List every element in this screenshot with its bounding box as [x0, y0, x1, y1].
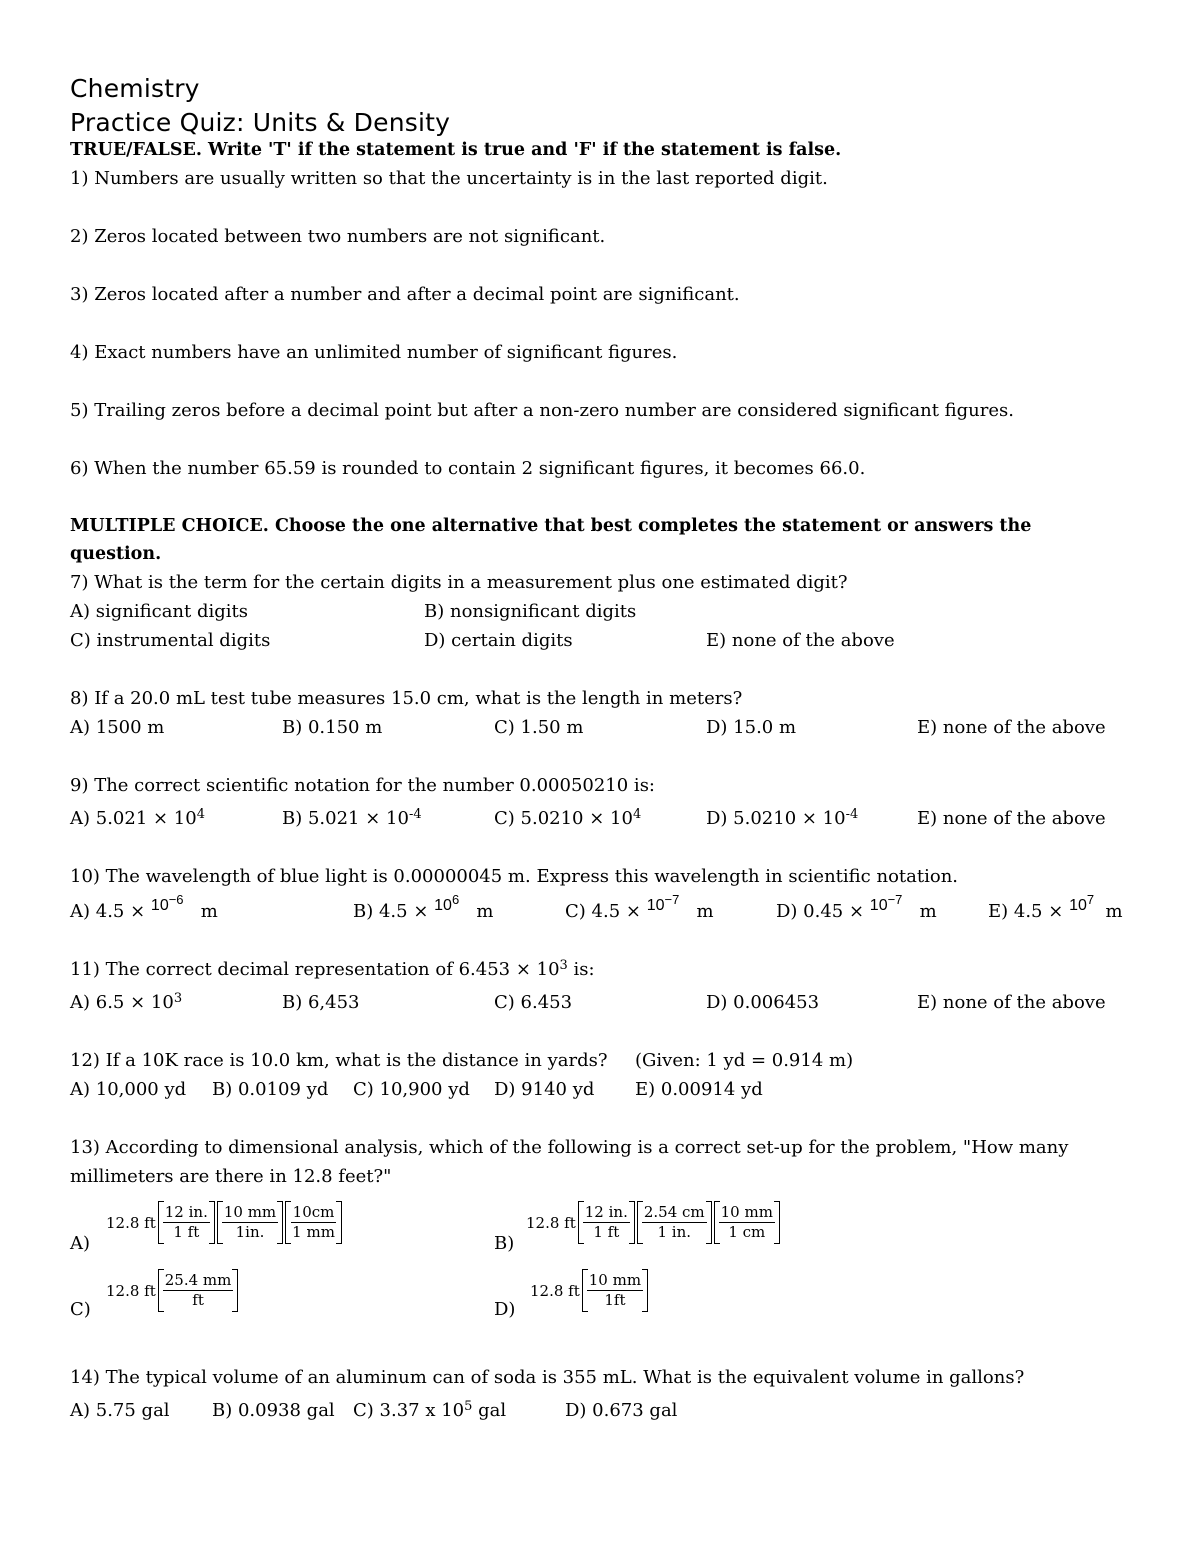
- q10-option-d: D) $0.45 \times 10^{-7}$ m: [776, 892, 937, 922]
- q10-options: [70, 892, 1140, 926]
- quiz-page: [70, 72, 1140, 1425]
- q8-option-b: B) 0.150 m: [282, 717, 383, 738]
- q10-option-a: A) $4.5 \times 10^{-6}$ m: [70, 892, 218, 922]
- q10-option-c: C) $4.5 \times 10^{-7}$ m: [565, 892, 714, 922]
- tf-item-5: 5) Trailing zeros before a decimal point but after a non-zero number are considered significant figures.: [70, 400, 1014, 421]
- q12-option-a: A) 10,000 yd: [70, 1079, 187, 1100]
- question-9: 9) The correct scientific notation for the number 0.00050210 is:: [70, 775, 655, 796]
- q12-option-b: B) 0.0109 yd: [212, 1079, 329, 1100]
- q7-option-e: E) none of the above: [706, 630, 895, 651]
- q11-options: [70, 988, 1140, 1017]
- question-14: 14) The typical volume of an aluminum can of soda is 355 mL. What is the equivalent volume in gallons?: [70, 1367, 1025, 1388]
- tf-item-4: 4) Exact numbers have an unlimited number of significant figures.: [70, 342, 678, 363]
- q9-options: [70, 804, 1140, 833]
- q8-option-e: E) none of the above: [917, 717, 1106, 738]
- q8-option-d: D) 15.0 m: [706, 717, 797, 738]
- multiple-choice-heading-cont: question.: [70, 544, 162, 564]
- q7-option-a: A) significant digits: [70, 601, 249, 622]
- q11-option-b: B) 6,453: [282, 992, 360, 1013]
- tf-item-2: 2) Zeros located between two numbers are not significant.: [70, 226, 606, 247]
- q7-option-d: D) certain digits: [424, 630, 573, 651]
- q12-options: [70, 1075, 1140, 1104]
- q11-option-e: E) none of the above: [917, 992, 1106, 1013]
- q13-option-c-label: C): [70, 1299, 91, 1320]
- q9-option-b: B) $5.021 \times 10^{-4}$: [282, 807, 422, 829]
- q7-option-b: B) nonsignificant digits: [424, 601, 637, 622]
- q7-options-row1: [70, 597, 1140, 626]
- q12-option-d: D) 9140 yd: [494, 1079, 595, 1100]
- q12-option-c: C) 10,900 yd: [353, 1079, 470, 1100]
- q8-option-a: A) 1500 m: [70, 717, 165, 738]
- true-false-heading: TRUE/FALSE. Write 'T' if the statement is true and 'F' if the statement is false.: [70, 140, 842, 160]
- q7-option-c: C) instrumental digits: [70, 630, 271, 651]
- multiple-choice-heading: MULTIPLE CHOICE. Choose the one alternative that best completes the statement or answers the: [70, 516, 1032, 536]
- question-11: 11) The correct decimal representation of $6.453 \times 10^3$ is:: [70, 958, 595, 980]
- tf-item-3: 3) Zeros located after a number and after a decimal point are significant.: [70, 284, 740, 305]
- question-12: [70, 1046, 1140, 1075]
- question-10: 10) The wavelength of blue light is 0.00000045 m. Express this wavelength in scientific notation.: [70, 866, 959, 887]
- q10-option-e: E) $4.5 \times 10^7$ m: [988, 892, 1123, 922]
- q14-option-a: A) 5.75 gal: [70, 1400, 170, 1421]
- question-12-text: 12) If a 10K race is 10.0 km, what is the distance in yards?: [70, 1050, 608, 1071]
- q13-option-b-label: B): [494, 1233, 515, 1254]
- tf-item-1: 1) Numbers are usually written so that the uncertainty is in the last reported digit.: [70, 168, 828, 189]
- q11-option-d: D) 0.006453: [706, 992, 820, 1013]
- q14-option-c: C) 3.37 x $10^5$ gal: [353, 1399, 507, 1421]
- q10-option-b: B) $4.5 \times 10^6$ m: [353, 892, 494, 922]
- q13-option-c-setup: 12.8 ft $\frac{25.4 mm}{ft}$: [106, 1269, 240, 1312]
- q11-option-a: A) $6.5 \times 10^3$: [70, 991, 183, 1013]
- q13-option-d-label: D): [494, 1299, 516, 1320]
- question-13: 13) According to dimensional analysis, which of the following is a correct set-up for the problem, "How many: [70, 1137, 1069, 1158]
- q9-option-e: E) none of the above: [917, 808, 1106, 829]
- subject-heading: Chemistry: [70, 74, 200, 103]
- q9-option-c: C) $5.0210 \times 10^4$: [494, 807, 642, 829]
- question-12-given: (Given: 1 yd = 0.914 m): [635, 1050, 854, 1071]
- quiz-title: Practice Quiz: Units & Density: [70, 108, 451, 137]
- question-13-cont: millimeters are there in 12.8 feet?": [70, 1166, 392, 1187]
- question-8: 8) If a 20.0 mL test tube measures 15.0 cm, what is the length in meters?: [70, 688, 743, 709]
- q14-options: [70, 1396, 1140, 1425]
- q8-option-c: C) 1.50 m: [494, 717, 584, 738]
- q12-option-e: E) 0.00914 yd: [635, 1079, 763, 1100]
- question-7: 7) What is the term for the certain digits in a measurement plus one estimated digit?: [70, 572, 848, 593]
- q9-option-a: A) $5.021 \times 10^4$: [70, 807, 205, 829]
- q13-options: [70, 1191, 1140, 1341]
- q7-options-row2: [70, 626, 1140, 655]
- q13-option-a-setup: 12.8 ft $\frac{12 in.}{1 ft}$ $\frac{10 mm}{1in.}$ $\frac{10cm}{1 mm}$: [106, 1201, 344, 1244]
- q14-option-d: D) 0.673 gal: [565, 1400, 678, 1421]
- q11-option-c: C) 6.453: [494, 992, 573, 1013]
- tf-item-6: 6) When the number 65.59 is rounded to contain 2 significant figures, it becomes 66.0.: [70, 458, 866, 479]
- q14-option-b: B) 0.0938 gal: [212, 1400, 335, 1421]
- q13-option-a-label: A): [70, 1233, 91, 1254]
- q9-option-d: D) $5.0210 \times 10^{-4}$: [706, 807, 859, 829]
- q13-option-d-setup: 12.8 ft $\frac{10 mm}{1ft}$: [530, 1269, 650, 1312]
- q8-options: [70, 713, 1140, 742]
- q13-option-b-setup: 12.8 ft $\frac{12 in.}{1 ft}$ $\frac{2.54 cm}{1 in.}$ $\frac{10 mm}{1 cm}$: [526, 1201, 782, 1244]
